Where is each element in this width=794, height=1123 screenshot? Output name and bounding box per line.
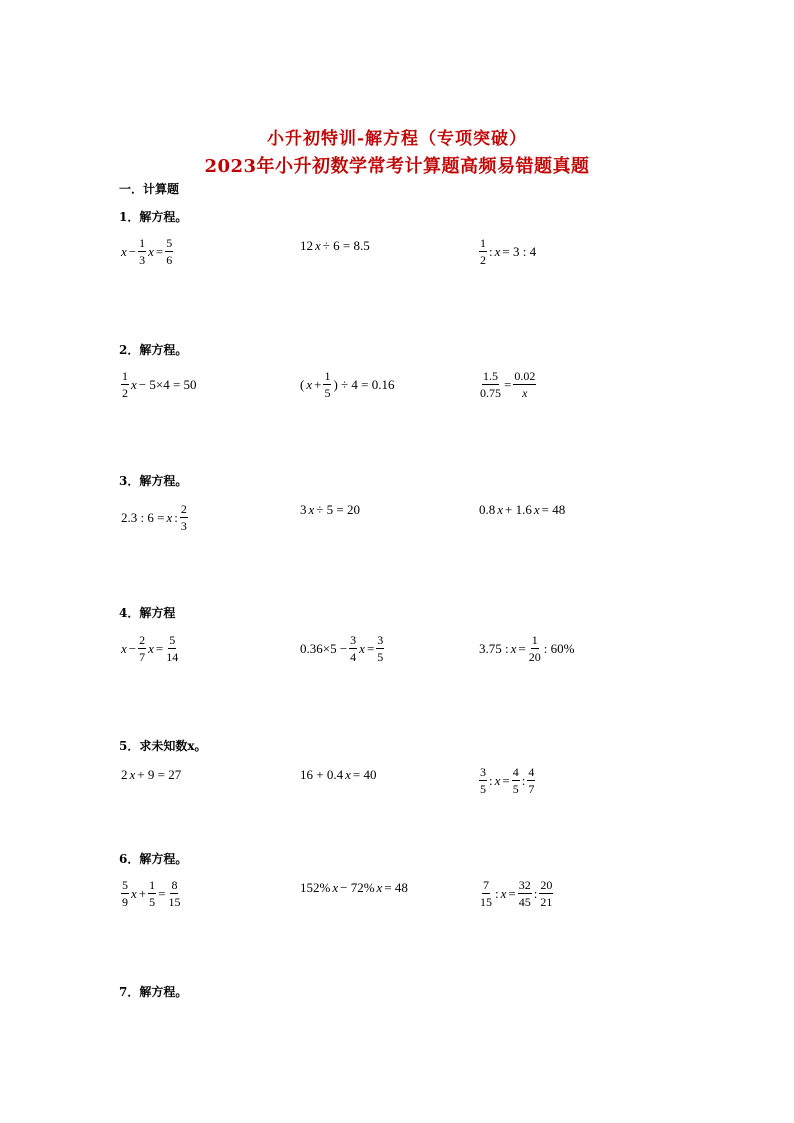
equation-text: : (174, 509, 178, 525)
fraction-denominator: 21 (540, 895, 553, 909)
equation-text: : 60% (543, 640, 575, 656)
fraction-numerator: 1 (149, 878, 156, 892)
fraction-denominator: 9 (122, 895, 128, 909)
fraction-denominator: 15 (480, 895, 492, 909)
variable: x (148, 640, 154, 656)
fraction-denominator: 5 (377, 650, 384, 664)
fraction (479, 236, 487, 267)
fraction-denominator: 4 (350, 650, 357, 664)
question-7-label: 7．解方程。 (119, 985, 188, 999)
variable: x (500, 885, 507, 901)
variable: x (497, 502, 504, 517)
variable: x (131, 376, 137, 392)
fraction-denominator: 5 (149, 895, 156, 909)
fraction (138, 236, 146, 267)
equation-text: − (128, 640, 137, 656)
equation-text: ) ÷ 4 = 0.16 (333, 376, 395, 392)
fraction-numerator: 1 (324, 369, 331, 383)
fraction-numerator: 8 (171, 878, 178, 892)
fraction-denominator: 20 (528, 650, 541, 664)
equation (478, 633, 575, 664)
fraction-numerator: 4 (512, 765, 519, 779)
variable: x (359, 640, 365, 656)
fraction-numerator: 0.02 (514, 369, 536, 383)
equation-text: ÷ 5 = 20 (316, 502, 360, 517)
equation (478, 369, 537, 400)
fraction-numerator: 1 (139, 236, 146, 250)
equation-text: = (155, 243, 164, 259)
equation (299, 369, 396, 400)
fraction-numerator: 1 (122, 369, 128, 383)
equation-text: − (128, 243, 137, 259)
fraction-numerator: 1 (531, 633, 538, 647)
equation (478, 236, 537, 267)
equation-text: 2.3 : 6 = (121, 509, 165, 525)
equation-text: 0.36×5 − (300, 640, 348, 656)
fraction (138, 633, 146, 664)
question-3-label: 3．解方程。 (119, 474, 188, 488)
fraction-numerator: 1.5 (483, 369, 498, 383)
fraction-denominator: 0.75 (480, 386, 501, 400)
fraction (518, 878, 532, 909)
variable: x (148, 243, 154, 259)
question-1-label: 1．解方程。 (119, 210, 188, 224)
equation-text: + 1.6 (505, 502, 532, 517)
question-6-label: 6．解方程。 (119, 852, 188, 866)
fraction-numerator: 3 (377, 633, 384, 647)
fraction-numerator: 3 (480, 765, 486, 779)
equation-text: + 9 = 27 (137, 767, 182, 782)
equation (120, 767, 182, 783)
equation-text: = (366, 640, 375, 656)
equation-text: = 3 : 4 (502, 243, 537, 259)
fraction-numerator: 32 (518, 878, 531, 892)
variable: x (494, 243, 501, 259)
equation (120, 633, 180, 664)
fraction-denominator: 5 (512, 782, 519, 796)
fraction (479, 369, 502, 400)
fraction-denominator: 6 (166, 253, 173, 267)
equation-text: = 48 (384, 880, 408, 895)
equation-text: 12 (300, 238, 313, 253)
fraction-denominator: 3 (180, 519, 187, 533)
equation-text: : (489, 772, 493, 788)
fraction-denominator: 3 (139, 253, 146, 267)
equation-text: = (158, 885, 166, 901)
fraction (376, 633, 384, 664)
variable: x (121, 243, 127, 259)
equation-text: − 72% (340, 880, 375, 895)
fraction (180, 502, 188, 533)
fraction (121, 878, 129, 909)
equation-text: = (502, 772, 510, 788)
fraction (527, 765, 535, 796)
equation (299, 502, 361, 518)
variable: x (315, 238, 321, 253)
equation (120, 236, 174, 267)
fraction-numerator: 1 (480, 236, 486, 250)
equation (478, 502, 566, 518)
fraction (165, 236, 173, 267)
fraction (165, 633, 179, 664)
fraction (323, 369, 331, 400)
equation (299, 767, 377, 783)
fraction-denominator: 7 (139, 650, 146, 664)
variable: x (121, 640, 127, 656)
fraction (148, 878, 156, 909)
equation-text: = (504, 376, 512, 392)
question-2-label: 2．解方程。 (119, 343, 188, 357)
equation-text: = (155, 640, 164, 656)
document-subtitle: 2023年小升初数学常考计算题高频易错题真题 (204, 156, 590, 177)
fraction-numerator: 20 (540, 878, 553, 892)
fraction-numerator: 3 (350, 633, 357, 647)
document-title: 小升初特训-解方程（专项突破） (266, 129, 528, 149)
fraction-numerator: 4 (528, 765, 535, 779)
equation (478, 878, 554, 909)
fraction (539, 878, 553, 909)
variable: x (510, 640, 517, 656)
equation-text: + (314, 376, 322, 392)
fraction (512, 765, 520, 796)
variable: x (376, 880, 383, 895)
fraction-denominator: 2 (480, 253, 486, 267)
fraction-denominator: 5 (480, 782, 486, 796)
fraction-numerator: 2 (139, 633, 146, 647)
equation-text: = (518, 640, 526, 656)
fraction-denominator: 15 (168, 895, 181, 909)
equation-text: : (521, 772, 526, 788)
equation (120, 878, 182, 909)
variable: x (306, 376, 313, 392)
equation-text: = 48 (541, 502, 566, 517)
fraction-denominator: 7 (528, 782, 535, 796)
variable: x (166, 509, 173, 525)
equation-text: 2 (121, 767, 128, 782)
fraction-numerator: 2 (180, 502, 187, 516)
equation-text: = 40 (352, 767, 377, 782)
fraction-denominator: 45 (518, 895, 531, 909)
equation-text: 16 + 0.4 (300, 767, 344, 782)
variable: x (345, 767, 351, 782)
fraction-denominator: 14 (166, 650, 179, 664)
equation (120, 502, 189, 533)
variable: x (332, 880, 339, 895)
fraction-numerator: 5 (166, 236, 173, 250)
fraction (167, 878, 181, 909)
equation-text: ( (300, 376, 305, 392)
fraction-denominator: 5 (324, 386, 331, 400)
equation-text: = (508, 885, 516, 901)
question-4-label: 4．解方程 (119, 606, 176, 620)
fraction (121, 369, 129, 400)
fraction (479, 878, 493, 909)
fraction-denominator: 2 (122, 386, 128, 400)
equation (299, 880, 409, 896)
equation-text: : (489, 243, 493, 259)
equation (478, 765, 536, 796)
equation-text: : (495, 885, 499, 901)
fraction (349, 633, 357, 664)
variable: x (494, 772, 501, 788)
equation (120, 369, 198, 400)
variable: x (131, 885, 137, 901)
fraction-numerator: 5 (169, 633, 176, 647)
fraction (479, 765, 487, 796)
equation-text: 3.75 : (479, 640, 509, 656)
equation-text: ÷ 6 = 8.5 (322, 238, 370, 253)
fraction-numerator: 7 (483, 878, 489, 892)
variable: x (129, 767, 136, 782)
section-heading: 一．计算题 (119, 182, 180, 196)
equation-text: + (138, 885, 147, 901)
fraction-numerator: 5 (122, 878, 128, 892)
variable: x (533, 502, 540, 517)
fraction-denominator: x (522, 386, 528, 400)
equation (299, 633, 385, 664)
equation-text: 3 (300, 502, 307, 517)
fraction (528, 633, 542, 664)
variable: x (308, 502, 315, 517)
equation-text: : (533, 885, 538, 901)
equation-text: 152% (300, 880, 331, 895)
question-5-label: 5．求未知数x。 (119, 739, 207, 753)
equation-text: 0.8 (479, 502, 496, 517)
fraction (513, 369, 536, 400)
equation-text: − 5×4 = 50 (138, 376, 197, 392)
equation (299, 238, 371, 254)
